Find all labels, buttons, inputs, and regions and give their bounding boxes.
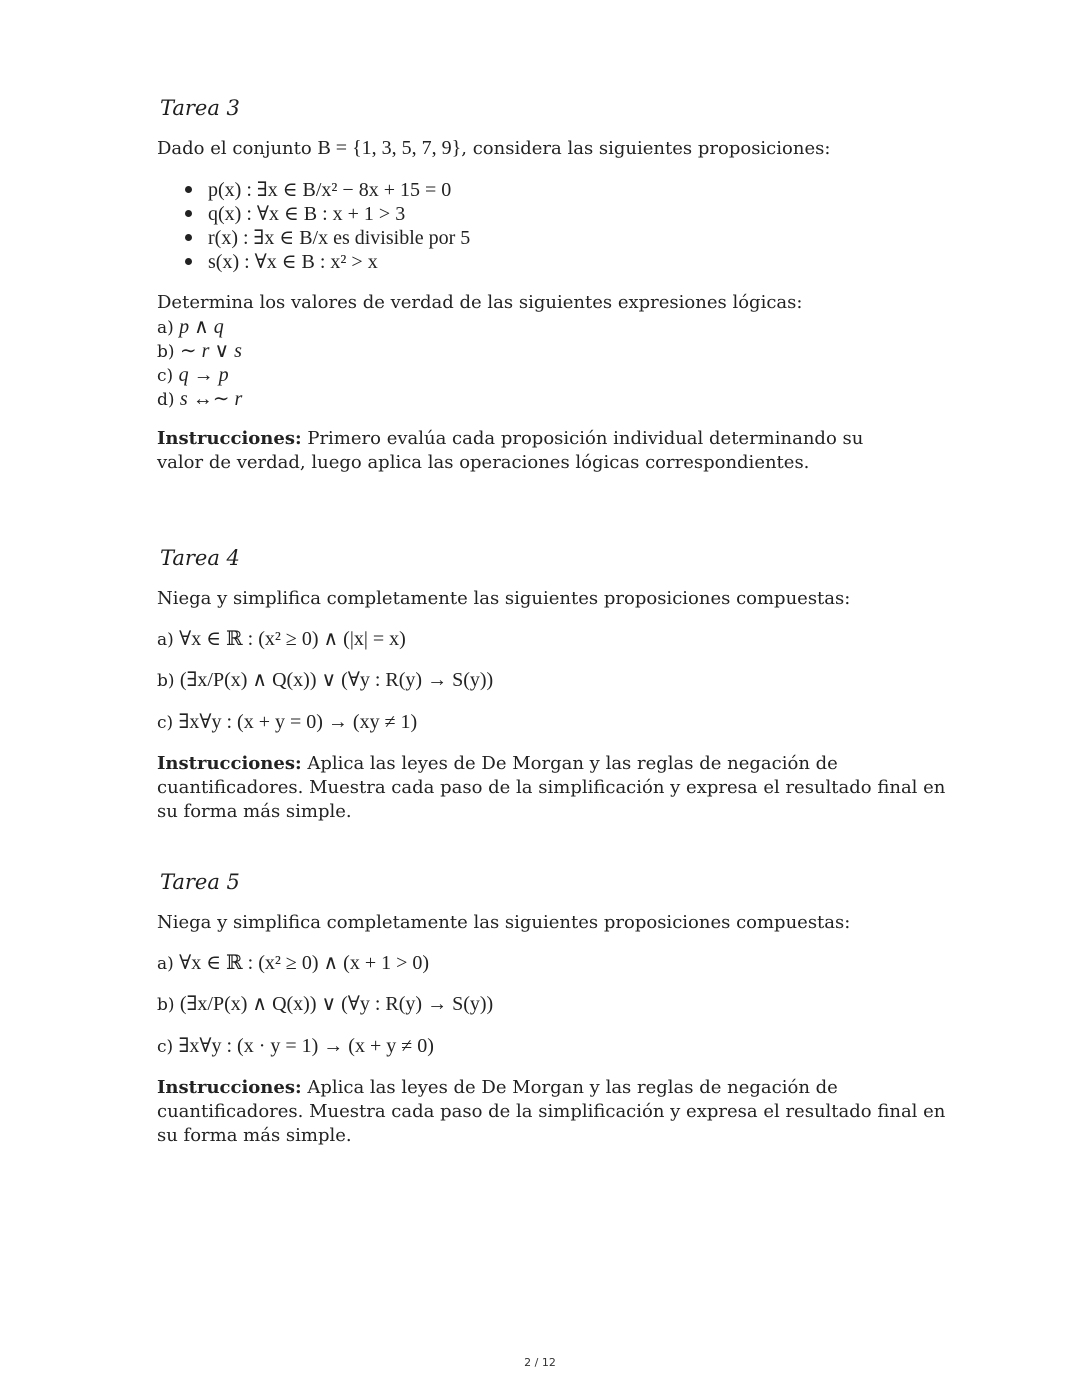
expression-text: s ↔∼ r (179, 388, 243, 410)
bullet-icon (185, 234, 192, 241)
item-expression: ∃x∀y : (x · y = 1) → (x + y ≠ 0) (178, 1035, 434, 1057)
item-label: b) (157, 995, 180, 1015)
tarea4-title: Tarea 4 (160, 546, 240, 570)
expression-item (157, 339, 242, 363)
item-expression: ∃x∀y : (x + y = 0) → (xy ≠ 1) (178, 711, 418, 733)
tarea5-item-b (157, 990, 493, 1018)
item-expression: ∀x ∈ ℝ : (x² ≥ 0) ∧ (|x| = x) (179, 628, 406, 650)
expression-label: d) (157, 390, 180, 410)
bullet-icon (185, 210, 192, 217)
tarea5-item-a (157, 949, 429, 977)
tarea4-intro: Niega y simplifica completamente las siguientes proposiciones compuestas: (157, 588, 851, 609)
tarea5-instructions (157, 1076, 947, 1148)
item-expression: (∃x/P(x) ∧ Q(x)) ∨ (∀y : R(y) → S(y)) (179, 993, 494, 1015)
instructions-text: Aplica las leyes de De Morgan y las reglas de negación de cuantificadores. Muestra cada paso de la simplificación y expresa el resultado final en su forma más simple. (157, 753, 946, 822)
tarea4-instructions (157, 752, 947, 824)
tarea3-determine: Determina los valores de verdad de las siguientes expresiones lógicas: (157, 292, 803, 313)
item-expression: (∃x/P(x) ∧ Q(x)) ∨ (∀y : R(y) → S(y)) (179, 669, 494, 691)
item-label: b) (157, 671, 180, 691)
tarea3-instructions (157, 427, 897, 475)
instructions-label: Instrucciones: (157, 753, 302, 774)
proposition-text: s(x) : ∀x ∈ B : x² > x (208, 251, 378, 273)
proposition-item (185, 250, 470, 274)
expression-item (157, 363, 242, 387)
bullet-icon (185, 186, 192, 193)
expression-text: q → p (178, 364, 229, 386)
tarea5-intro: Niega y simplifica completamente las siguientes proposiciones compuestas: (157, 912, 851, 933)
expression-item (157, 387, 242, 411)
tarea5-item-c (157, 1032, 434, 1060)
expression-text: ∼ r ∨ s (179, 340, 242, 362)
instructions-label: Instrucciones: (157, 428, 302, 449)
expression-label: b) (157, 342, 180, 362)
instructions-label: Instrucciones: (157, 1077, 302, 1098)
tarea3-intro-prefix: Dado el conjunto (157, 138, 318, 159)
proposition-text: p(x) : ∃x ∈ B/x² − 8x + 15 = 0 (208, 179, 452, 201)
tarea3-expression-list (157, 315, 242, 411)
item-label: a) (157, 630, 180, 650)
tarea4-item-b (157, 666, 493, 694)
proposition-item (185, 226, 470, 250)
proposition-text: q(x) : ∀x ∈ B : x + 1 > 3 (208, 203, 406, 225)
expression-item (157, 315, 242, 339)
tarea3-intro (157, 136, 937, 161)
expression-label: a) (157, 318, 180, 338)
tarea3-intro-set: B = {1, 3, 5, 7, 9} (317, 137, 462, 159)
tarea4-item-a (157, 625, 406, 653)
proposition-item (185, 202, 470, 226)
expression-label: c) (157, 366, 179, 386)
instructions-text: Aplica las leyes de De Morgan y las reglas de negación de cuantificadores. Muestra cada paso de la simplificación y expresa el resultado final en su forma más simple. (157, 1077, 946, 1146)
tarea3-title: Tarea 3 (160, 96, 240, 120)
tarea5-title: Tarea 5 (160, 870, 240, 894)
page-number: 2 / 12 (524, 1356, 556, 1369)
tarea3-proposition-list (185, 178, 470, 274)
instructions-text: Primero evalúa cada proposición individual determinando su valor de verdad, luego aplica las operaciones lógicas correspondientes. (157, 428, 864, 473)
item-label: a) (157, 954, 180, 974)
item-expression: ∀x ∈ ℝ : (x² ≥ 0) ∧ (x + 1 > 0) (179, 952, 430, 974)
tarea4-item-c (157, 708, 417, 736)
proposition-text: r(x) : ∃x ∈ B/x es divisible por 5 (208, 227, 471, 249)
tarea3-intro-suffix: , considera las siguientes proposiciones: (461, 138, 831, 159)
item-label: c) (157, 713, 179, 733)
item-label: c) (157, 1037, 179, 1057)
expression-text: p ∧ q (179, 316, 224, 338)
proposition-item (185, 178, 470, 202)
bullet-icon (185, 258, 192, 265)
